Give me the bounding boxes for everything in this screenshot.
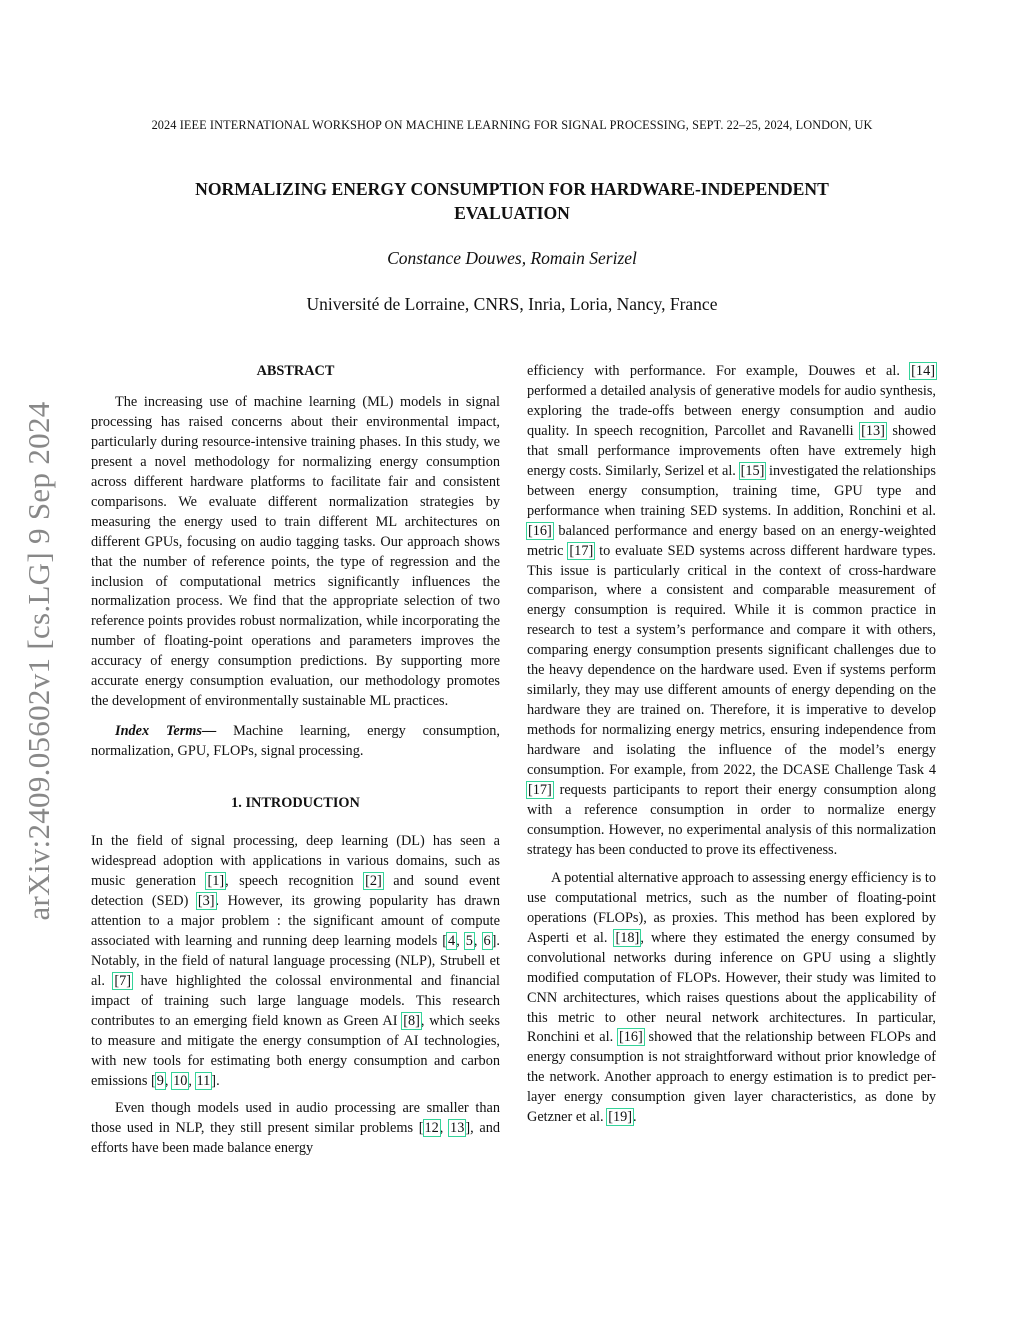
citation-link[interactable]: 11 bbox=[196, 1072, 211, 1089]
abstract-text: The increasing use of machine learning (ML) models in signal processing has raised concerns about their environmental impact, particularly during resource-intensive training phases. In this study, we present a novel methodology for normalizing energy consumption across different hardware platforms to facilitate fair and consistent comparisons. We evaluate different normalization strategies by measuring the energy used to train different ML architectures on different GPUs, focusing on audio tagging tasks. Our approach shows that the number of reference points, the type of regression and the inclusion of computational metrics significantly influences the normalization process. We find that the appropriate selection of two reference points provides robust normalization, while incorporating the number of floating-point operations and parameters improves the accuracy of energy consumption predictions. By supporting more accurate energy consumption evaluation, our methodology promotes the development of environmentally sustainable ML practices. bbox=[91, 393, 500, 710]
citation-link[interactable]: 4 bbox=[448, 932, 456, 949]
paper-title bbox=[112, 177, 912, 225]
citation-link[interactable]: [18] bbox=[615, 929, 640, 946]
citation-link[interactable]: 9 bbox=[156, 1072, 164, 1089]
citation-link[interactable]: 5 bbox=[465, 932, 473, 949]
citation-link[interactable]: [17] bbox=[569, 542, 594, 559]
title-line-2: EVALUATION bbox=[454, 203, 570, 223]
citation-link[interactable]: [16] bbox=[618, 1029, 643, 1046]
affiliation: Université de Lorraine, CNRS, Inria, Loria, Nancy, France bbox=[306, 294, 718, 314]
arxiv-identifier: arXiv:2409.05602v1 [cs.LG] 9 Sep 2024 bbox=[21, 401, 56, 921]
citation-link[interactable]: [2] bbox=[365, 872, 382, 889]
intro-paragraph-1: In the field of signal processing, deep learning (DL) has seen a widespread adoption with applications in various domains, such as music generation [1], speech recognition [2] and sound event detection (SED) [3]. However, its growing popularity has drawn attention to a major problem : the significant amount of compute associated with learning and running deep learning models [4, 5, 6]. Notably, in the field of natural language processing (NLP), Strubell et al. [7] have highlighted the colossal environmental and financial impact of training such large language models. This research contributes to an emerging field known as Green AI [8], which seeks to measure and mitigate the energy consumption of AI technologies, with new tools for estimating both energy consumption and carbon emissions [9, 10, 11]. bbox=[91, 833, 501, 1089]
citation-link[interactable]: 6 bbox=[483, 932, 491, 949]
citation-link[interactable]: [1] bbox=[207, 872, 225, 889]
citation-link[interactable]: [14] bbox=[911, 363, 935, 379]
citation-link[interactable]: [3] bbox=[197, 892, 215, 909]
citation-link[interactable]: [8] bbox=[403, 1012, 420, 1029]
citation-link[interactable]: [7] bbox=[114, 972, 132, 989]
citation-link[interactable]: [15] bbox=[740, 462, 765, 479]
citation-link[interactable]: [13] bbox=[861, 422, 885, 439]
right-column bbox=[527, 362, 936, 1128]
right-paragraph-2: A potential alternative approach to assessing energy efficiency is to use computational metrics, such as the number of floating-point operations (FLOPs), as proxies. This method has been explored by Asperti et al. [18], where they estimated the energy consumed by convolutional networks during inference on GPU using a slightly modified computation of FLOPs. However, their study was limited to CNN architectures, which raises questions about the applicability of this metric to other neural network architectures. In particular, Ronchini et al. [16] showed that the relationship between FLOPs and energy consumption is not straightforward without prior knowledge of the network. Another approach to energy estimation is to predict per-layer energy consumption given layer characteristics, as done by Getzner et al. [19]. bbox=[527, 869, 936, 1126]
citation-link[interactable]: [19] bbox=[608, 1109, 633, 1126]
authors: Constance Douwes, Romain Serizel bbox=[387, 248, 637, 268]
index-terms bbox=[91, 722, 500, 762]
conference-header: 2024 IEEE INTERNATIONAL WORKSHOP ON MACHINE LEARNING FOR SIGNAL PROCESSING, SEPT. 22–25, 2024, LONDON, UK bbox=[151, 118, 873, 132]
left-column bbox=[91, 362, 500, 1159]
index-terms-text: Machine learning, energy consumption, normalization, GPU, FLOPs, signal processing. bbox=[91, 723, 501, 760]
index-terms-label: Index Terms— bbox=[115, 723, 217, 740]
introduction-heading: 1. INTRODUCTION bbox=[231, 795, 360, 812]
arxiv-stamp-wrapper bbox=[16, 365, 62, 957]
citation-link[interactable]: 10 bbox=[173, 1072, 188, 1089]
citation-link[interactable]: [16] bbox=[528, 522, 552, 539]
citation-link[interactable]: [17] bbox=[528, 782, 552, 799]
citation-link[interactable]: 12 bbox=[424, 1120, 439, 1137]
right-paragraph-1: efficiency with performance. For example, Douwes et al. [14] performed a detailed analysis of generative models for audio synthesis, exploring the trade-offs between energy consumption and audio quality. In speech recognition, Parcollet and Ravanelli [13] showed that small performance improvements often have extremely high energy costs. Similarly, Serizel et al. [15] investigated the relationships between energy consumption, training time, GPU type and performance when training SED systems. In addition, Ronchini et al. [16] balanced performance and energy based on an energy-weighted metric [17] to evaluate SED systems across different hardware types. This issue is particularly critical in the context of cross-hardware comparison, where a consistent and comparable measurement of energy consumption is required. While it is common practice in research to test a system’s performance and compare it with others, comparing energy consumption presents significant challenges due to the heavy dependence on the hardware used. Even if systems perform similarly, they may use different amounts of energy depending on the hardware they are trained on. Therefore, it is imperative to develop methods for normalizing energy metrics, ensuring independence from hardware and isolating the influence of the model’s energy consumption. For example, from 2022, the DCASE Challenge Task 4 [17] requests participants to report their energy consumption along with a reference consumption in order to normalize energy consumption. However, no experimental analysis of this normalization strategy has been conducted to prove its effectiveness. bbox=[527, 363, 936, 858]
intro-paragraph-2: Even though models used in audio processing are smaller than those used in NLP, they still present similar problems [12, 13], and efforts have been made balance energy bbox=[91, 1100, 500, 1157]
title-line-1: NORMALIZING ENERGY CONSUMPTION FOR HARDWARE-INDEPENDENT bbox=[195, 179, 829, 199]
abstract-heading: ABSTRACT bbox=[256, 363, 335, 379]
citation-link[interactable]: 13 bbox=[450, 1120, 465, 1137]
